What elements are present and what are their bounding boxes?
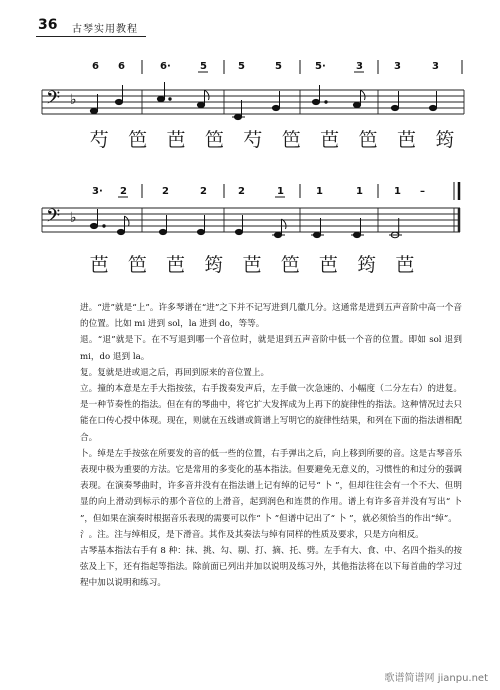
- jianpu-note: 2: [162, 186, 169, 197]
- jianpu-note: 2: [200, 186, 207, 197]
- book-title: 古琴实用教程: [72, 24, 138, 35]
- jianpu-note: –: [420, 186, 425, 197]
- jianpu-note: 5: [238, 61, 245, 72]
- tablature-character: 笆: [280, 254, 300, 276]
- jianpu-note: 5: [200, 61, 207, 72]
- tablature-row-2: [80, 250, 424, 277]
- tablature-character: 筠: [435, 129, 455, 151]
- watermark: 歌谱简谱网 jianpu.net: [384, 673, 488, 684]
- jianpu-note: 6: [118, 61, 125, 72]
- tablature-character: 芭: [396, 129, 416, 151]
- tablature-character: 芍: [89, 129, 109, 151]
- body-text: [80, 300, 462, 592]
- paragraph-zhuang: 立。撞的本意是左手大指按弦，右手拨奏发声后，左手做一次急速的、小幅度（二分左右）的进复。是一种节奏性的指法。但在有的琴曲中，将它扩大发挥成为上再下的旋律性的指法。这种情况过去只能在口传心授中体现。现在，则就在五线谱或简谱上写明它的旋律性结果，和列在下面的指法谱相配合。: [80, 384, 462, 443]
- paragraph-chuo: 卜。绰是左手按弦在所要发的音的低一些的位置，右手弹出之后，向上移到所要的音。这是古琴音乐表现中极为重要的方法。它是常用的多变化的基本指法。但要避免无意义的，习惯性的和过分的强调表现。在演奏琴曲时，许多音并没有在指法谱上记有绰的记号“ 卜 ”，但却往往会有一个不大、但明显的向上滑动到标示的那个音位的上滑音，起到润色和连贯的作用。谱上有许多音并没有写出“ 卜 ”，但如果在演奏时根据音乐表现的需要可以作“ 卜 ”但谱中记出了“ 卜 ”，就必须恰当的作出“绰”。: [80, 448, 462, 524]
- paragraph-zhu: 氵。注。注与绰相反，是下滑音。其作及其奏法与绰有同样的性质及要求，只是方向相反。: [80, 529, 424, 540]
- svg-text:♭: ♭: [70, 210, 77, 226]
- page-number: 36: [38, 17, 58, 33]
- svg-text:𝄢: 𝄢: [46, 206, 61, 231]
- tablature-character: 笆: [128, 129, 148, 151]
- tablature-character: 笆: [204, 129, 224, 151]
- header-rule: [36, 36, 146, 37]
- jianpu-note: 1: [356, 186, 363, 197]
- tablature-character: 笆: [281, 129, 301, 151]
- svg-text:𝄢: 𝄢: [46, 88, 61, 113]
- tablature-character: 芍: [243, 129, 263, 151]
- jianpu-note: 2: [238, 186, 245, 197]
- jianpu-note: 6·: [160, 61, 171, 72]
- paragraph-summary: 古琴基本指法右手有 8 种：抹、挑、勾、剔、打、摘、托、劈。左手有大、食、中、名四个指头的按弦及上下，还有指起等指法。除前面已列出并加以说明及练习外，其他指法将在以下每首曲的学习过程中加以说明和练习。: [80, 546, 462, 589]
- jianpu-note: 5·: [315, 61, 326, 72]
- tablature-character: 筠: [204, 254, 224, 276]
- jianpu-note: 3: [432, 61, 439, 72]
- tablature-character: 芭: [242, 254, 262, 276]
- tablature-character: 筠: [357, 254, 377, 276]
- paragraph-jin: 进。“进”就是“上”。许多琴谱在“进”之下并不记写进到几徽几分。这通常是进到五声音阶中高一个音的位置。比如 mi 进到 sol，la 进到 do，等等。: [80, 303, 462, 330]
- tablature-character: 芭: [395, 254, 415, 276]
- jianpu-note: 3·: [92, 186, 103, 197]
- tablature-row-1: [80, 125, 464, 152]
- jianpu-note: 6: [92, 61, 99, 72]
- paragraph-fu: 复。复就是进或退之后，再回到原来的音位置上。: [80, 367, 270, 378]
- tablature-character: 笆: [127, 254, 147, 276]
- tablature-character: 芭: [166, 254, 186, 276]
- paragraph-tui: 退。“退”就是下。在不写退到哪一个音位时，就是退到五声音阶中低一个音的位置。即如 sol 退到 mi，do 退到 la。: [80, 335, 462, 362]
- jianpu-note: 5: [275, 61, 282, 72]
- tablature-character: 芭: [318, 254, 338, 276]
- jianpu-note: 2: [120, 186, 127, 197]
- tablature-character: 笆: [358, 129, 378, 151]
- jianpu-note: 3: [394, 61, 401, 72]
- tablature-character: 芭: [166, 129, 186, 151]
- tablature-character: 芭: [89, 254, 109, 276]
- tablature-character: 芭: [320, 129, 340, 151]
- jianpu-note: 3: [356, 61, 363, 72]
- svg-text:♭: ♭: [70, 92, 77, 108]
- jianpu-note: 1: [277, 186, 284, 197]
- jianpu-note: 1: [394, 186, 401, 197]
- jianpu-note: 1: [316, 186, 323, 197]
